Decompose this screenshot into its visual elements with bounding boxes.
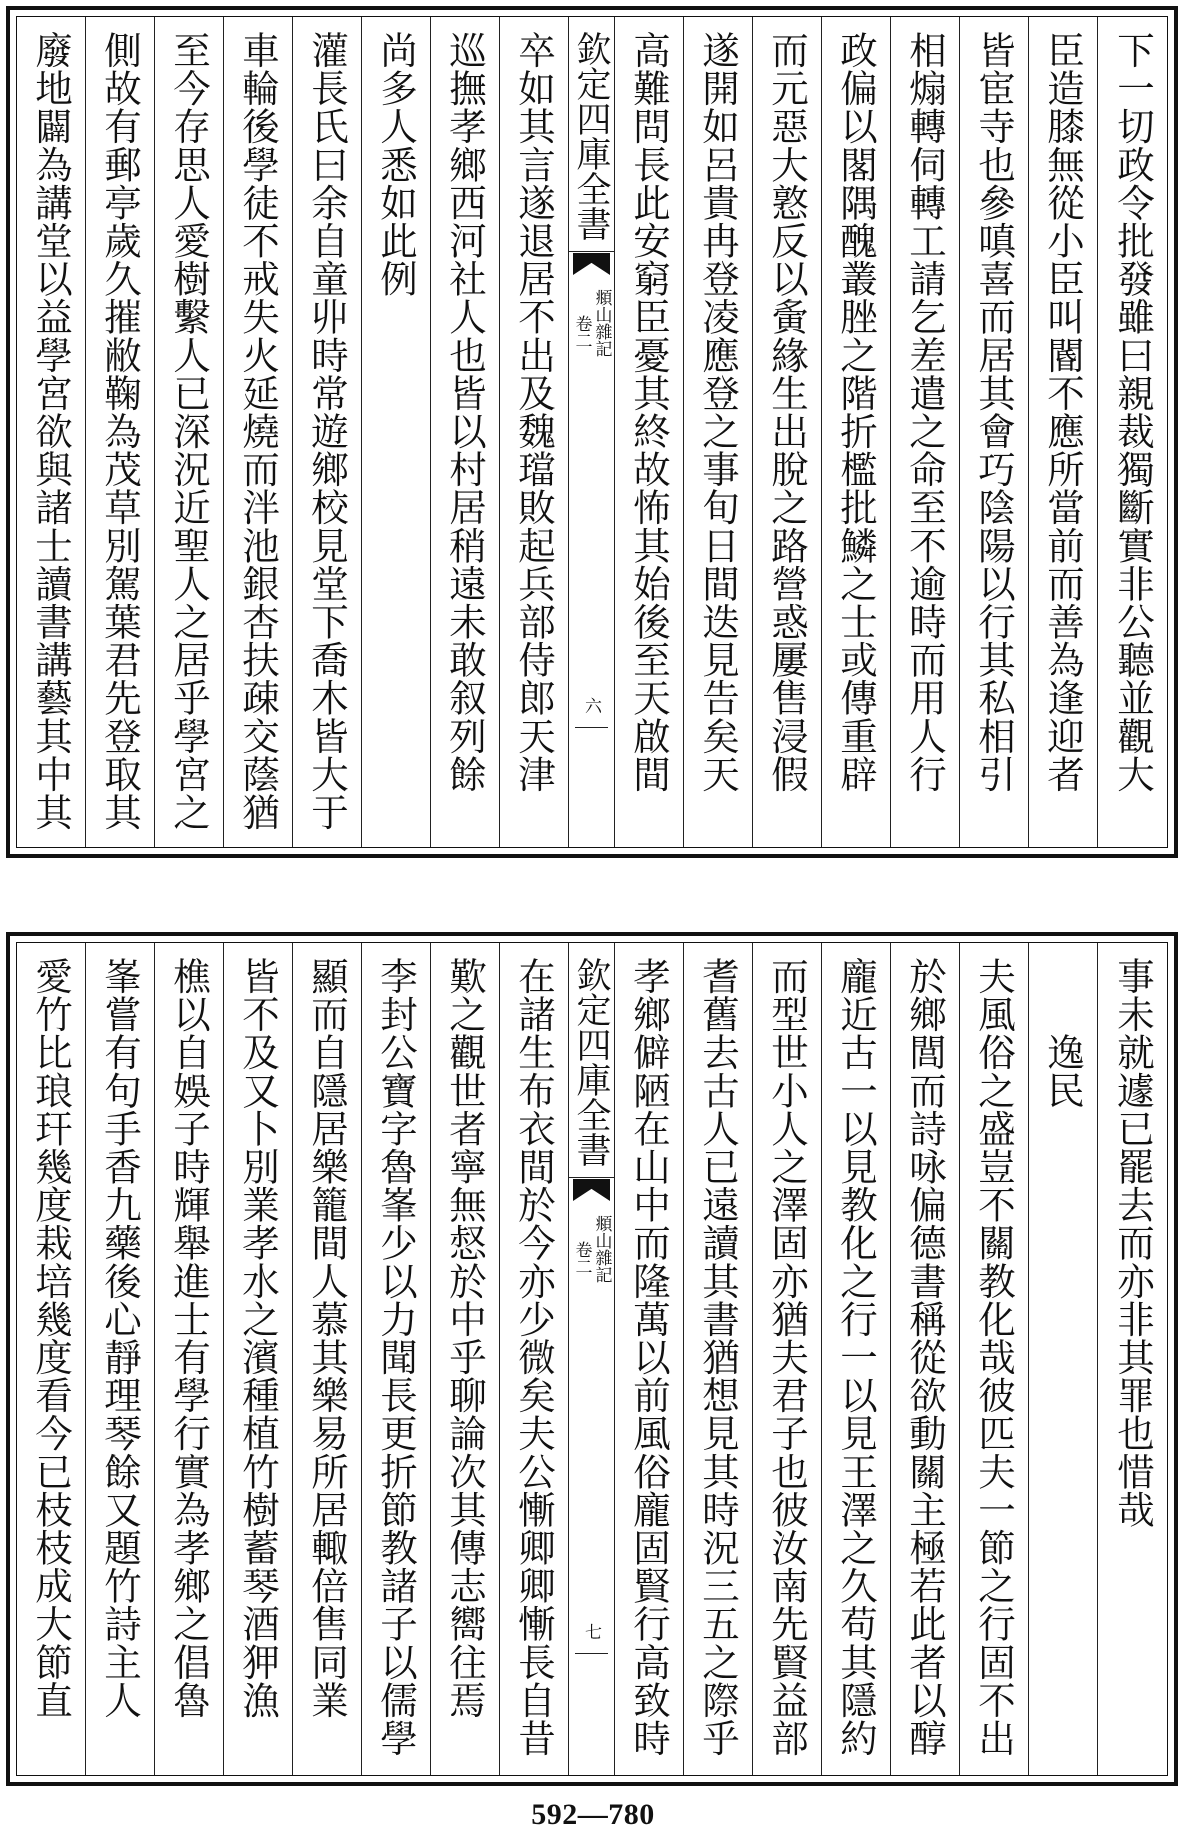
column-text: 卒如其言遂退居不出及魏璫敗起兵部侍郎天津: [512, 31, 556, 793]
text-column: [86, 943, 155, 1775]
book-title: 頫山雜記: [591, 1215, 612, 1283]
column-text: 皆不及又卜別業孝水之濱種植竹樹蓄琴酒狎漁: [236, 957, 280, 1719]
text-column: [1098, 17, 1167, 847]
text-column: [362, 943, 431, 1775]
column-text: 孝鄉僻陋在山中而隆萬以前風俗龐固賢行高致時: [627, 957, 671, 1758]
text-column: [500, 17, 569, 847]
text-column: [431, 17, 500, 847]
column-text: 相煽轉伺轉工請乞差遣之命至不逾時而用人行: [903, 31, 947, 793]
text-column: [224, 17, 293, 847]
column-text: 顯而自隱居樂籠間人慕其樂易所居輙倍售同業: [305, 957, 349, 1719]
text-column: [293, 943, 362, 1775]
column-text: 廢地闢為講堂以益學宮欲與諸士讀書講藝其中其: [29, 31, 73, 832]
text-column: [431, 943, 500, 1775]
column-text: 龐近古一以見教化之行一以見王澤之久苟其隱約: [834, 957, 878, 1758]
text-frame-top: [16, 16, 1168, 848]
document-page-top: [6, 6, 1178, 858]
column-text: 而型世小人之澤固亦猶夫君子也彼汝南先賢益部: [765, 957, 809, 1758]
page-reference: 592—780: [531, 1798, 655, 1831]
text-column: [17, 17, 86, 847]
page-number: 六: [581, 697, 601, 714]
column-text: 灌長氏曰余自童丱時常遊鄉校見堂下喬木皆大于: [305, 31, 349, 832]
page-number: 七: [581, 1623, 601, 1640]
column-text: 側故有郵亭歲久摧敝鞠為茂草別駕葉君先登取其: [98, 31, 142, 832]
text-column: [822, 17, 891, 847]
library-title: 欽定四庫全書: [569, 21, 614, 252]
text-column: [753, 17, 822, 847]
column-text: 夫風俗之盛豈不關教化哉彼匹夫一節之行固不出: [972, 957, 1016, 1758]
column-text: 皆宦寺也參嗔喜而居其會巧陰陽以行其私相引: [972, 31, 1016, 793]
column-text: 尚多人悉如此例: [374, 31, 418, 298]
text-column: [891, 17, 960, 847]
text-column: [293, 17, 362, 847]
section-heading: 逸民: [1041, 1033, 1085, 1110]
text-column: [17, 943, 86, 1775]
text-column: [891, 943, 960, 1775]
document-page-bottom: [6, 932, 1178, 1786]
text-column: [684, 943, 753, 1775]
text-column: [362, 17, 431, 847]
margin-rule: [575, 1653, 608, 1654]
text-column: [155, 943, 224, 1775]
book-title: 頫山雜記: [591, 289, 612, 357]
column-text: 至今存思人愛樹繫人已深況近聖人之居乎學宮之: [167, 31, 211, 832]
column-text: 事未就遽已罷去而亦非其罪也惜哉: [1111, 957, 1155, 1529]
column-text: 臣造膝無從小臣叫閽不應所當前而善為逢迎者: [1041, 31, 1085, 793]
column-text: 巡撫孝鄉西河社人也皆以村居稍遠未敢叙列餘: [443, 31, 487, 793]
text-column: [822, 943, 891, 1775]
column-text: 下一切政令批發雖曰親裁獨斷實非公聽並觀大: [1111, 31, 1155, 793]
text-column: [86, 17, 155, 847]
juan-label: 卷二: [571, 1241, 592, 1275]
text-column: [753, 943, 822, 1775]
column-text: 樵以自娛子時輝舉進士有學行實為孝鄉之倡魯: [167, 957, 211, 1719]
column-text: 李封公寶字魯峯少以力聞長更折節教諸子以儒學: [374, 957, 418, 1758]
column-text: 愛竹比琅玕幾度栽培幾度看今已枝枝成大節直: [29, 957, 73, 1719]
column-text: 耆舊去古人已遠讀其書猶想見其時況三五之際乎: [696, 957, 740, 1758]
fish-tail-mark-icon: [573, 253, 610, 275]
column-text: 峯嘗有句手香九藥後心靜理琴餘又題竹詩主人: [98, 957, 142, 1719]
text-column: [684, 17, 753, 847]
library-title: 欽定四庫全書: [569, 947, 614, 1178]
center-margin-column: [569, 17, 615, 847]
text-column: [500, 943, 569, 1775]
text-column: [615, 943, 684, 1775]
text-column: [615, 17, 684, 847]
text-column: [960, 17, 1029, 847]
text-frame-bottom: [16, 942, 1168, 1776]
margin-rule: [575, 727, 608, 728]
column-text: 遂開如呂貴冉登凌應登之事旬日間迭見告矣天: [696, 31, 740, 793]
text-column: [1029, 17, 1098, 847]
fish-tail-mark-icon: [573, 1179, 610, 1201]
text-column: [224, 943, 293, 1775]
column-text: 在諸生布衣間於今亦少微矣夫公慚卿卿慚長自昔: [512, 957, 556, 1758]
text-column: [1098, 943, 1167, 1775]
juan-label: 卷二: [571, 315, 592, 349]
column-text: 車輪後學徒不戒失火延燒而泮池銀杏扶疎交蔭猶: [236, 31, 280, 832]
column-text: 歎之觀世者寧無惄於中乎聊論次其傳志嚮往焉: [443, 957, 487, 1719]
column-text: 高難問長此安窮臣憂其終故怖其始後至天啟間: [627, 31, 671, 793]
column-text: 於鄉閭而詩咏偏德書稱從欲動關主極若此者以醇: [903, 957, 947, 1758]
center-margin-column: [569, 943, 615, 1775]
column-text: 而元惡大憝反以夤緣生出脫之路營惑屢售浸假: [765, 31, 809, 793]
text-column: [155, 17, 224, 847]
text-column: [960, 943, 1029, 1775]
column-text: 政偏以閣隅醜叢脞之階折檻批鱗之士或傳重辟: [834, 31, 878, 793]
text-column: [1029, 943, 1098, 1775]
